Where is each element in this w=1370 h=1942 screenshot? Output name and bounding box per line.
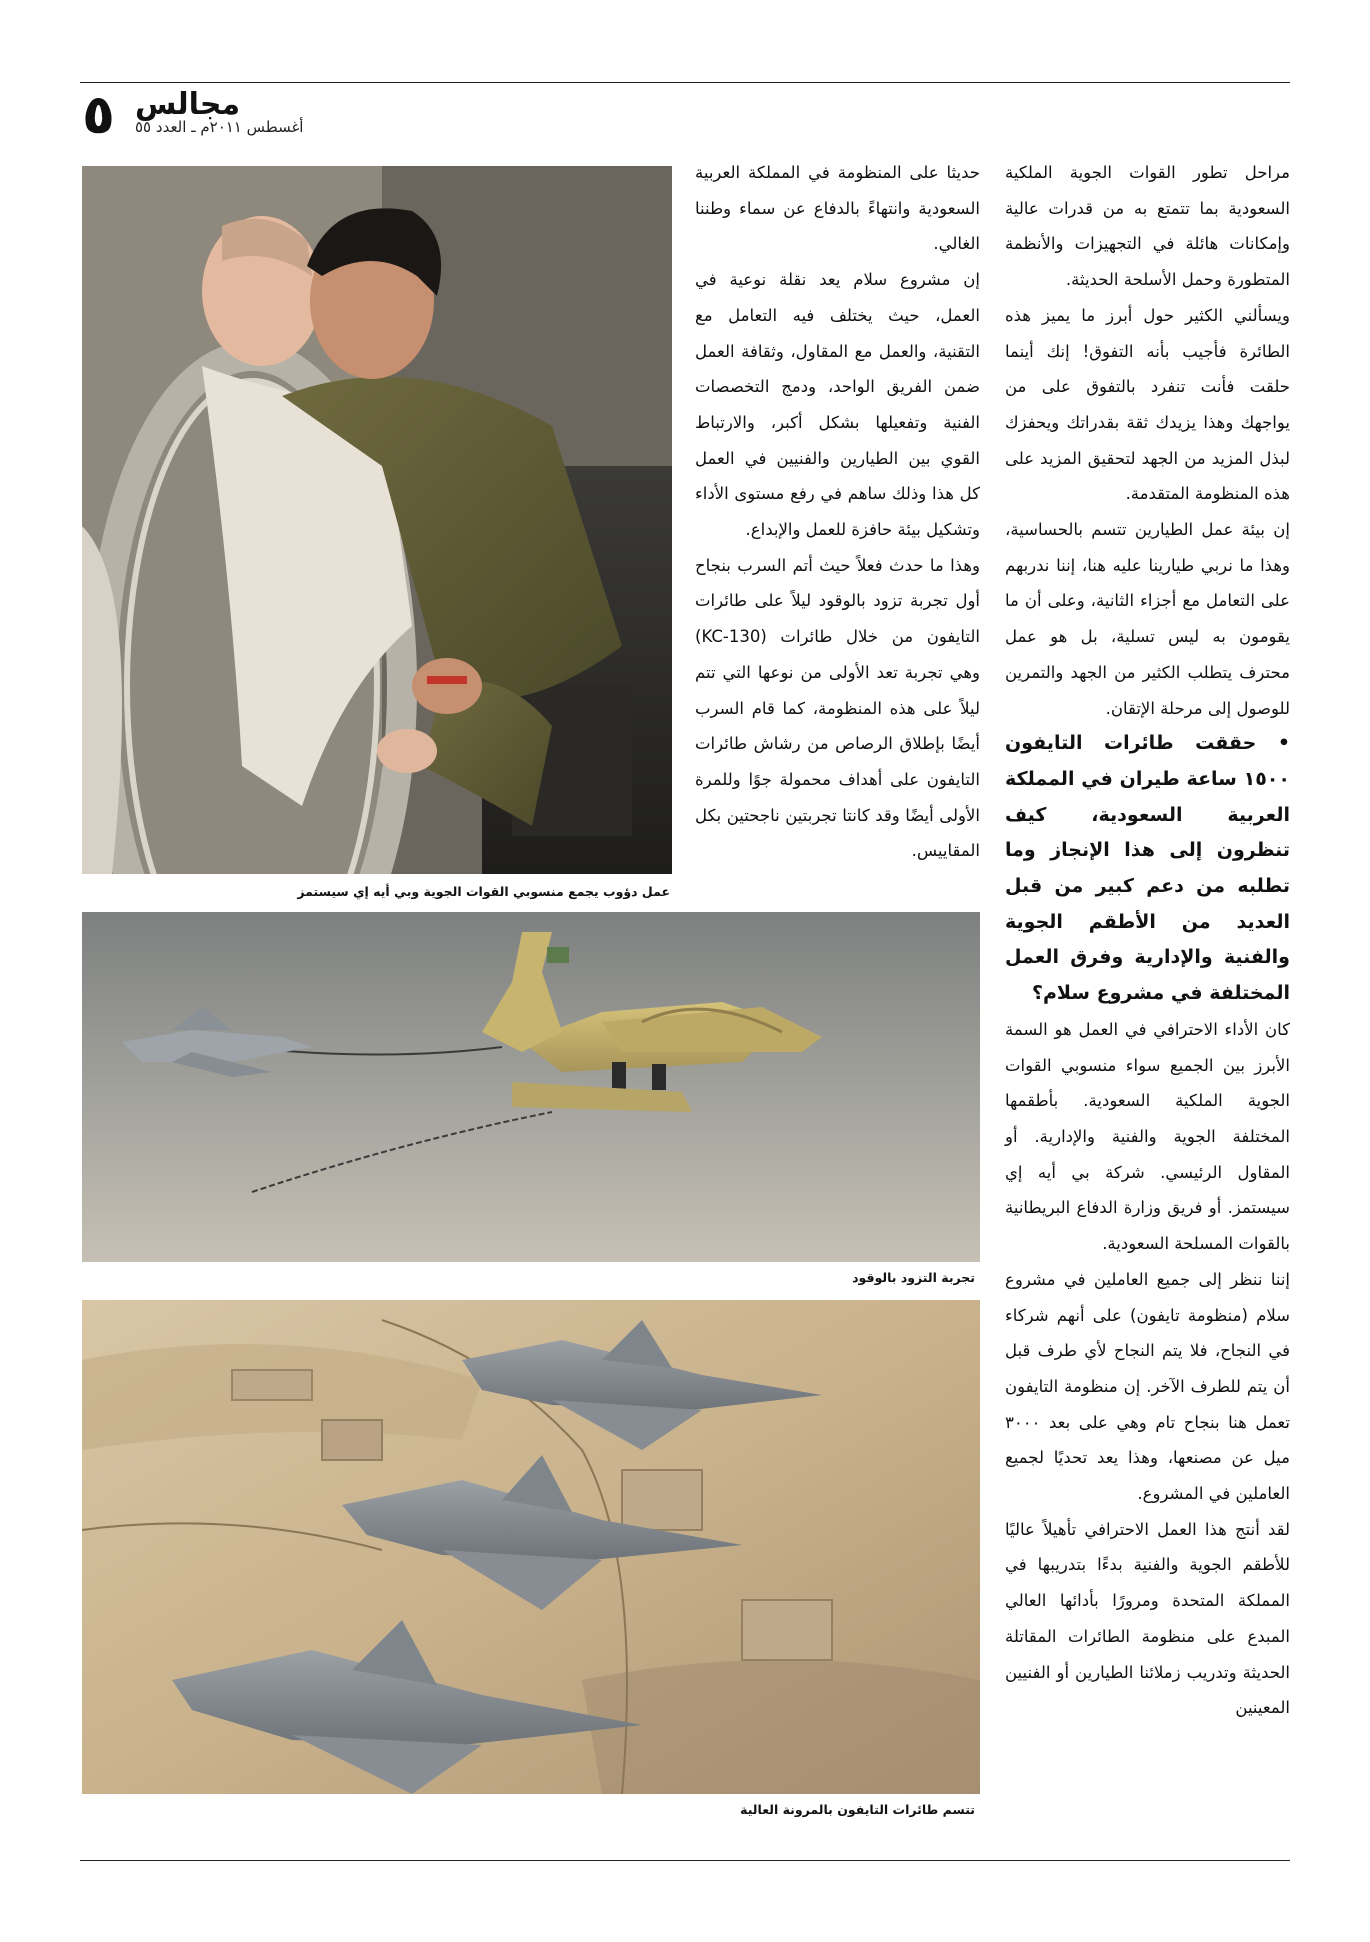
paragraph: إن مشروع سلام يعد نقلة نوعية في العمل، حيث يختلف فيه التعامل مع التقنية، والعمل مع المقاول، وثقافة العمل ضمن الفريق الواحد، ودمج التخصصات الفنية وتفعيلها بشكل أكبر، والارتباط القوي بين الطيارين والفنيين في العمل كل هذا وذلك ساهم في رفع مستوى الأداء وتشكيل بيئة حافزة للعمل والإبداع.: [695, 270, 980, 540]
interview-question: • حققت طائرات التايفون ١٥٠٠ ساعة طيران في المملكة العربية السعودية، كيف تنظرون إلى هذا الإنجاز وما تطلبه من دعم كبير من قبل العديد من الأطقم الجوية والفنية والإدارية وفرق العمل المختلفة في مشروع سلام؟: [1005, 732, 1290, 1005]
paragraph: لقد أنتج هذا العمل الاحترافي تأهيلاً عاليًا للأطقم الجوية والفنية بدءًا بتدريبها في المملكة المتحدة ومرورًا بأدائها العالي المبدع على منظومة الطائرات المقاتلة الحديثة وتدريب زملائنا الطيارين أو الفنيين المعينين: [1005, 1519, 1290, 1718]
refueling-photo: [82, 912, 980, 1262]
paragraph: مراحل تطور القوات الجوية الملكية السعودية بما تتمتع به من قدرات عالية وإمكانات هائلة في التجهيزات والأنظمة المتطورة وحمل الأسلحة الحديثة.: [1005, 163, 1290, 290]
paragraph: كان الأداء الاحترافي في العمل هو السمة الأبرز بين الجميع سواء منسوبي القوات الجوية الملكية السعودية. بأطقمها المختلفة الجوية والفنية والإدارية. أو المقاول الرئيسي. شركة بي أيه إي سيستمز. أو فريق وزارة الدفاع البريطانية بالقوات المسلحة السعودية.: [1005, 1019, 1290, 1254]
formation-photo: [82, 1300, 980, 1794]
footer-rule: [80, 1860, 1290, 1861]
paragraph: ويسألني الكثير حول أبرز ما يميز هذه الطائرة فأجيب بأنه التفوق! إنك أينما حلقت فأنت تنفرد بالتفوق على من يواجهك وهذا يزيدك ثقة بقدراتك ويحفزك لبذل المزيد من الجهد لتحقيق المزيد على هذه المنظومة المتقدمة.: [1005, 305, 1290, 504]
photo-caption: تتسم طائرات التايفون بالمرونة العالية: [740, 1802, 975, 1817]
photo-caption: تجربة التزود بالوقود: [852, 1270, 975, 1285]
paragraph: إن بيئة عمل الطيارين تتسم بالحساسية، وهذا ما نربي طيارينا عليه هنا، إننا ندربهم على التعامل مع أجزاء الثانية، وعلى أن ما يقومون به ليس تسلية، بل هو عمل محترف يتطلب الكثير من الجهد والتمرين للوصول إلى مرحلة الإتقان.: [1005, 520, 1290, 718]
article-column-middle: [695, 155, 980, 869]
header-rule: [80, 82, 1290, 83]
magazine-title: مجالس: [135, 87, 241, 122]
issue-info: أغسطس ٢٠١١م ـ العدد ٥٥: [135, 118, 304, 136]
paragraph: إننا ننظر إلى جميع العاملين في مشروع سلام (منظومة تايفون) على أنهم شركاء في النجاح، فلا يتم النجاح لأي طرف قبل أن يتم للطرف الآخر. إن منظومة التايفون تعمل هنا بنجاح تام وهي على بعد ٣٠٠٠ ميل عن مصنعها، وهذا يعد تحديًا لجميع العاملين في المشروع.: [1005, 1269, 1290, 1504]
cockpit-photo: [82, 166, 672, 874]
photo-caption: عمل دؤوب يجمع منسوبي القوات الجوية وبي أيه إي سيستمز: [297, 884, 670, 899]
page-number: ٥: [82, 83, 115, 146]
paragraph: حديثا على المنظومة في المملكة العربية السعودية وانتهاءً بالدفاع عن سماء وطننا الغالي.: [695, 163, 980, 254]
article-column-right: [1005, 155, 1290, 1726]
paragraph: وهذا ما حدث فعلاً حيث أتم السرب بنجاح أول تجربة تزود بالوقود ليلاً على طائرات التايفون من خلال طائرات (KC-130) وهي تجربة تعد الأولى من نوعها التي تتم ليلاً على هذه المنظومة، كما قام السرب أيضًا بإطلاق الرصاص من رشاش طائرات التايفون على أهداف محمولة جوًا وللمرة الأولى أيضًا وقد كانتا تجربتين ناجحتين بكل المقاييس.: [695, 555, 980, 861]
